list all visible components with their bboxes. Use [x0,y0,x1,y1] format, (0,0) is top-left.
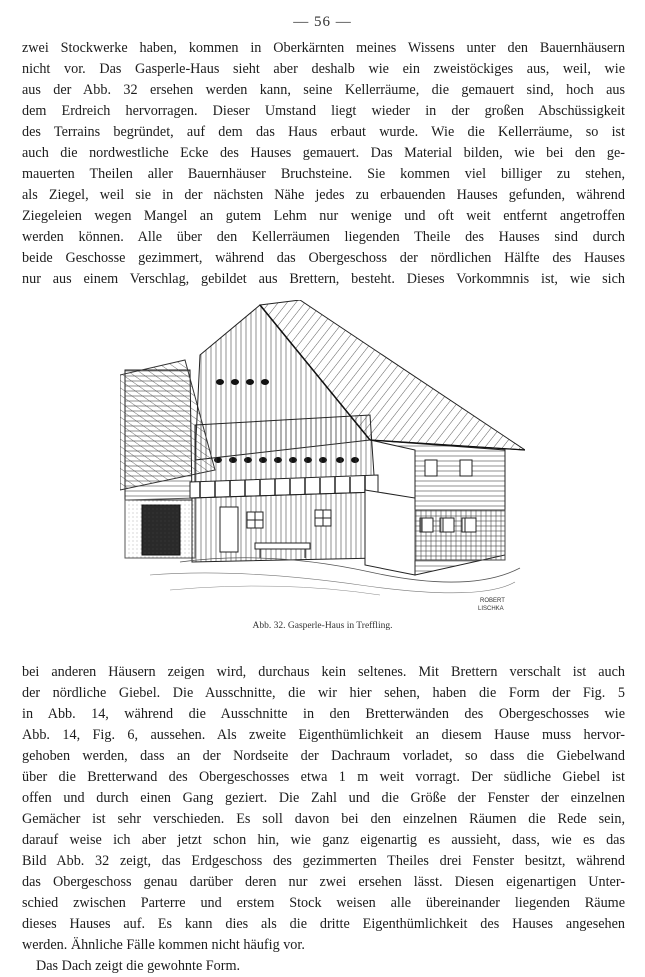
page-number: — 56 — [293,14,352,30]
text-line: über die Bretterwand des Obergeschosses etwa 1 m weit vorragt. Der südliche Giebel ist [22,769,625,785]
house-drawing [120,300,525,615]
text-line: schied zwischen Parterre und erstem Stock weisen alle übereinander liegenden Räume [22,895,625,911]
text-line: gehoben werden, dass an der Nordseite der Dachraum vorladet, so dass die Giebelwand [22,748,625,764]
text-line: werden können. Alle über den Kellerräumen liegenden Theile des Hauses sind durch [22,229,625,245]
front-door [220,507,238,552]
text-line: dieses Hauses auf. Es kann dies als die dritte Eigenthümlichkeit des Hauses angesehen [22,916,625,932]
figure-illustration [120,300,525,615]
text-line: bei anderen Häusern zeigen wird, durchaus kein seltenes. Mit Brettern verschalt ist auch [22,664,625,680]
text-line: nicht vor. Das Gasperle-Haus sieht aber deshalb wie ein zweistöckiges aus, weil, wie [22,61,625,77]
text-line: Das Dach zeigt die gewohnte Form. [36,958,241,974]
paragraph-top [22,38,625,290]
text-line: Gemächer ist sehr verschieden. Es soll davon bei den einzelnen Räumen die Rede sein, [22,811,625,827]
artist-signature: LISCHKA [478,606,504,612]
text-line: werden. Ähnliche Fälle kommen nicht häufig vor. [22,937,305,953]
text-line: nur aus einem Verschlag, gebildet aus Brettern, besteht. Dieses Vorkommnis ist, wie sich [22,271,625,287]
text-line: Abb. 14, Fig. 6, aussehen. Als zweite Eigenthümlichkeit an diesem Hause muss hervor- [22,727,625,743]
text-line: als Ziegel, weil sie in der nächsten Nähe jedes zu erbauenden Hauses gefunden, während [22,187,625,203]
text-line: in Abb. 14, während die Ausschnitte in den Bretterwänden des Obergeschosses wie [22,706,625,722]
text-line: Ziegeleien wegen Mangel an gutem Lehm nur wenige und oft weit entfernt angetroffen [22,208,625,224]
artist-signature: ROBERT [480,598,505,604]
text-line: offen und durch einen Gang geziert. Die Zahl und die Größe der Fenster der einzelnen [22,790,625,806]
text-line: mauerten Theilen aller Bauernhäuser Bruchsteine. Sie kommen viel billiger zu stehen, [22,166,625,182]
text-line: dem Erdreich hervorragen. Dieser Umstand liegt wieder in der großen Abschüssigkeit [22,103,625,119]
bench [255,543,310,549]
text-line: des Terrains begründet, auf dem das Haus erbaut wurde. Wie die Kellerräume, so ist [22,124,625,140]
figure-caption: Abb. 32. Gasperle-Haus in Treffling. [252,621,393,631]
text-line: zwei Stockwerke haben, kommen in Oberkärnten meines Wissens unter den Bauernhäusern [22,40,625,56]
paragraph-bottom [22,662,625,977]
text-line: beide Geschosse gezimmert, während das Obergeschoss der nördlichen Hälfte des Hauses [22,250,625,266]
masonry-base [365,490,415,575]
text-line: auch die nordwestliche Ecke des Hauses gemauert. Das Material bilden, wie bei den ge- [22,145,625,161]
text-line: aus der Abb. 32 ersehen werden kann, seine Kellerräume, die gemauert sind, hoch aus [22,82,625,98]
text-line: der nördliche Giebel. Die Ausschnitte, die wir hier sehen, haben die Form der Fig. 5 [22,685,625,701]
text-line: Bild Abb. 32 zeigt, das Erdgeschoss des gezimmerten Theiles drei Fenster besitzt, während [22,853,625,869]
text-line: darauf weise ich aber jetzt schon hin, wie ganz eigenartig es aussieht, dass, wie es das [22,832,625,848]
text-line: das Obergeschoss genau darüber deren nur zwei ersehen lässt. Diesen eigenartigen Unter- [22,874,625,890]
